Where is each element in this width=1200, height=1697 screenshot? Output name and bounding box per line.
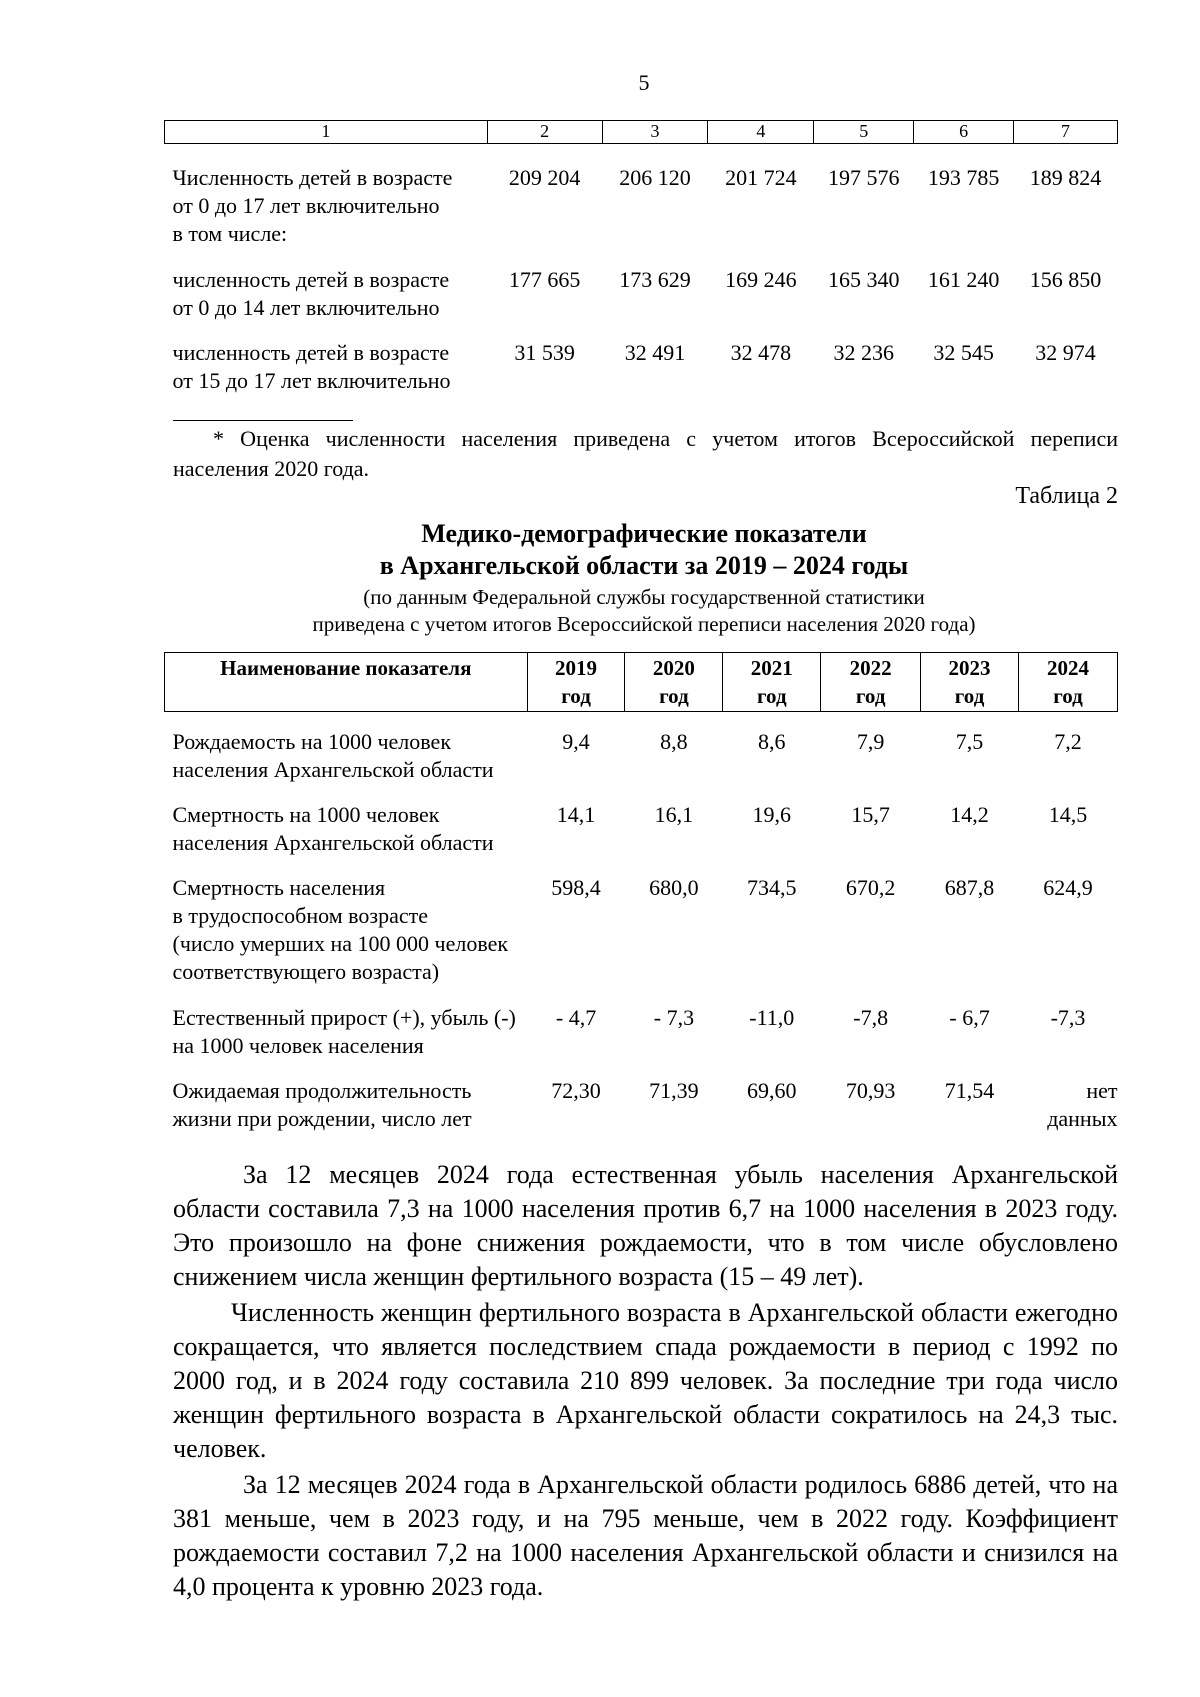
paragraph: За 12 месяцев 2024 года естественная убыль населения Архангельской области составила 7,3 на 1000 населения против 6,7 на 1000 населения в 2023 году. Это произошло на фоне снижения рождаемости, что в том числе обусловлено снижением числа женщин фертильного возраста (15 – 49 лет). xyxy=(173,1160,1118,1291)
table-subtitle-line: приведена с учетом итогов Всероссийской переписи населения 2020 года) xyxy=(312,612,976,636)
row-label-line: в том числе: xyxy=(172,220,288,246)
cell-value: 71,54 xyxy=(944,1077,995,1103)
row-label-line: от 15 до 17 лет включительно xyxy=(172,367,451,393)
medico-demographic-table xyxy=(164,652,1118,1133)
table-row xyxy=(165,1004,1118,1077)
cell-value: 169 246 xyxy=(725,266,797,292)
cell-value: 189 824 xyxy=(1029,164,1102,190)
cell-value: 680,0 xyxy=(649,874,699,900)
header-year: 2021 год xyxy=(723,653,821,712)
table-title-line: в Архангельской области за 2019 – 2024 годы xyxy=(379,551,909,580)
cell-value: 209 204 xyxy=(508,164,581,190)
header-name: Наименование показателя xyxy=(165,653,528,712)
cell-value: -11,0 xyxy=(749,1004,795,1030)
cell-value: 598,4 xyxy=(551,874,601,900)
table-title-line: Медико-демографические показатели xyxy=(421,519,867,548)
row-label-line: от 0 до 17 лет включительно xyxy=(172,192,440,218)
cell-value: 156 850 xyxy=(1029,266,1102,292)
cell-value: 32 478 xyxy=(730,339,792,365)
cell-value: 32 236 xyxy=(833,339,894,365)
cell-value: 14,2 xyxy=(950,801,989,827)
cell-value: 201 724 xyxy=(725,164,797,190)
header-year: 2019 год xyxy=(527,653,625,712)
cell-value: - 6,7 xyxy=(949,1004,990,1030)
row-label: Естественный прирост (+), убыль (-) на 1000 человек населения xyxy=(172,1004,516,1058)
paragraph: За 12 месяцев 2024 года в Архангельской области родилось 6886 детей, что на 381 меньше, чем в 2023 году, и на 795 меньше, чем в 2022 году. Коэффициент рождаемости составил 7,2 на 1000 населения Архангельской области и снизился на 4,0 процента к уровню 2023 года. xyxy=(173,1470,1118,1601)
cell-value: 19,6 xyxy=(752,801,792,827)
column-number: 6 xyxy=(914,121,1014,144)
table-row xyxy=(165,801,1118,874)
column-number: 3 xyxy=(602,121,708,144)
cell-value: 8,8 xyxy=(660,728,688,754)
table-header-row xyxy=(165,653,1118,712)
page-number: 5 xyxy=(638,70,650,95)
cell-value: 9,4 xyxy=(562,728,590,754)
cell-value: 31 539 xyxy=(514,339,575,365)
column-number: 4 xyxy=(708,121,814,144)
cell-value: 161 240 xyxy=(927,266,1000,292)
table-subtitle-line: (по данным Федеральной службы государственной статистики xyxy=(363,585,925,609)
table-label: Таблица 2 xyxy=(1015,483,1118,509)
cell-value: 14,5 xyxy=(1048,801,1088,827)
row-label-line: Численность детей в возрасте xyxy=(172,164,453,190)
column-number: 1 xyxy=(165,121,488,144)
footnote: * Оценка численности населения приведена с учетом итогов Всероссийской переписи населения 2020 года. xyxy=(173,426,1118,481)
cell-value: 173 629 xyxy=(619,266,691,292)
column-number: 2 xyxy=(487,121,602,144)
row-label: Смертность на 1000 человек населения Архангельской области xyxy=(172,801,494,855)
table-row xyxy=(165,339,1118,395)
header-year: 2023 год xyxy=(921,653,1019,712)
row-label: Рождаемость на 1000 человек населения Архангельской области xyxy=(172,728,494,782)
footnote-separator xyxy=(173,420,353,421)
body-text xyxy=(173,1158,1118,1604)
table-row xyxy=(165,164,1118,266)
row-label-line: от 0 до 14 лет включительно xyxy=(172,294,440,320)
cell-value: - 4,7 xyxy=(555,1004,597,1030)
cell-value: 193 785 xyxy=(927,164,1000,190)
cell-value: 670,2 xyxy=(845,874,896,900)
row-label xyxy=(165,266,488,339)
cell-value: 197 576 xyxy=(828,164,900,190)
table-row xyxy=(165,728,1118,801)
cell-value: 7,9 xyxy=(856,728,885,754)
table-row xyxy=(165,266,1118,339)
row-label xyxy=(165,339,488,395)
column-number: 7 xyxy=(1014,121,1118,144)
table-row xyxy=(165,874,1118,1004)
cell-value: 624,9 xyxy=(1043,874,1093,900)
cell-value: 7,5 xyxy=(955,728,984,754)
row-label: Ожидаемая продолжительность жизни при рождении, число лет xyxy=(172,1077,472,1131)
column-number: 5 xyxy=(814,121,914,144)
paragraph: Численность женщин фертильного возраста в Архангельской области ежегодно сокращается, что является последствием спада рождаемости в период с 1992 по 2000 год, и в 2024 году составила 210 899 человек. За последние три года число женщин фертильного возраста в Архангельской области сократилось на 24,3 тыс. человек. xyxy=(173,1298,1118,1463)
cell-value: 32 491 xyxy=(624,339,686,365)
cell-value: - 7,3 xyxy=(653,1004,695,1030)
header-year: 2022 год xyxy=(821,653,921,712)
table-subtitle xyxy=(0,584,1200,638)
cell-value: 206 120 xyxy=(619,164,691,190)
cell-value: 32 545 xyxy=(933,339,994,365)
cell-value: -7,8 xyxy=(853,1004,889,1030)
header-year: 2024 год xyxy=(1018,653,1117,712)
row-label-line: численность детей в возрасте xyxy=(172,339,450,365)
cell-value: 165 340 xyxy=(828,266,900,292)
cell-value: 72,30 xyxy=(551,1077,601,1103)
cell-value: 7,2 xyxy=(1054,728,1082,754)
cell-value: 14,1 xyxy=(556,801,596,827)
table-row xyxy=(165,1077,1118,1133)
cell-value: 16,1 xyxy=(654,801,694,827)
cell-value: 177 665 xyxy=(508,266,581,292)
cell-value: 8,6 xyxy=(758,728,786,754)
cell-value: 734,5 xyxy=(747,874,797,900)
cell-value: 32 974 xyxy=(1035,339,1096,365)
table-1-continuation xyxy=(164,120,1118,395)
cell-value: нет данных xyxy=(1047,1077,1118,1131)
cell-value: -7,3 xyxy=(1050,1004,1086,1030)
cell-value: 687,8 xyxy=(944,874,995,900)
cell-value: 71,39 xyxy=(649,1077,699,1103)
row-label: Смертность населения в трудоспособном возрасте (число умерших на 100 000 человек соответствующего возраста) xyxy=(172,874,509,984)
cell-value: 69,60 xyxy=(747,1077,797,1103)
cell-value: 15,7 xyxy=(851,801,890,827)
table-title xyxy=(0,518,1200,582)
header-year: 2020 год xyxy=(625,653,723,712)
row-label xyxy=(165,164,488,266)
cell-value: 70,93 xyxy=(845,1077,896,1103)
column-number-row xyxy=(165,121,1118,144)
row-label-line: численность детей в возрасте xyxy=(172,266,450,292)
